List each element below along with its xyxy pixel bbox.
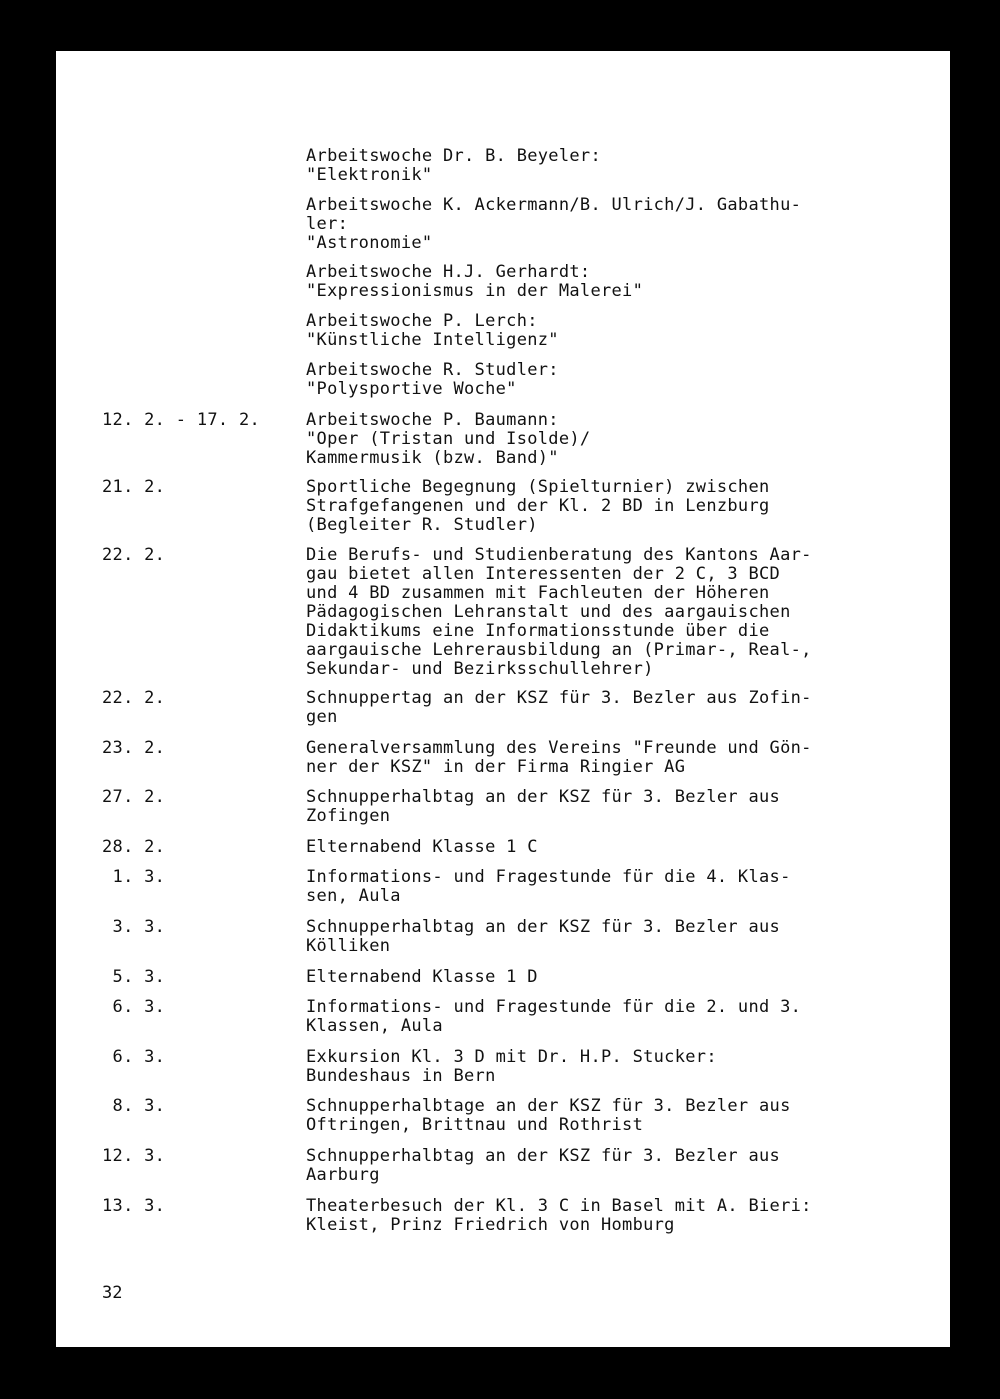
entry-date: 22. 2.	[102, 545, 166, 565]
entry-text: Schnupperhalbtag an der KSZ für 3. Bezler aus Kölliken	[306, 917, 781, 956]
entry-text: Die Berufs- und Studienberatung des Kantons Aar- gau bietet allen Interessenten der 2 C, 3 BCD und 4 BD zusammen mit Fachleuten der Höheren Pädagogischen Lehranstalt und des aargauischen Didaktikums eine Informationsstunde über die aargauische Lehrerausbildung an (Primar-, Real-, Sekundar- und Bezirksschullehrer)	[306, 545, 812, 679]
entry-date: 1. 3.	[102, 867, 166, 887]
entry-text: Schnupperhalbtag an der KSZ für 3. Bezler aus Zofingen	[306, 787, 781, 826]
page-number: 32	[102, 1283, 123, 1303]
entry-text: Arbeitswoche P. Lerch: "Künstliche Intelligenz"	[306, 311, 559, 350]
entry-text: Sportliche Begegnung (Spielturnier) zwischen Strafgefangenen und der Kl. 2 BD in Lenzburg (Begleiter R. Studler)	[306, 477, 770, 535]
entry-date: 12. 2. - 17. 2.	[102, 410, 261, 430]
document-page	[56, 51, 950, 1347]
entry-date: 8. 3.	[102, 1096, 166, 1116]
entry-date: 28. 2.	[102, 837, 166, 857]
entry-text: Arbeitswoche K. Ackermann/B. Ulrich/J. Gabathu- ler: "Astronomie"	[306, 195, 802, 253]
entry-date: 21. 2.	[102, 477, 166, 497]
entry-text: Schnuppertag an der KSZ für 3. Bezler aus Zofin- gen	[306, 688, 812, 727]
entry-text: Elternabend Klasse 1 D	[306, 967, 538, 987]
entry-text: Schnupperhalbtag an der KSZ für 3. Bezler aus Aarburg	[306, 1146, 781, 1185]
entry-text: Schnupperhalbtage an der KSZ für 3. Bezler aus Oftringen, Brittnau und Rothrist	[306, 1096, 791, 1135]
entry-text: Informations- und Fragestunde für die 2. und 3. Klassen, Aula	[306, 997, 802, 1036]
entry-date: 13. 3.	[102, 1196, 166, 1216]
entry-date: 6. 3.	[102, 997, 166, 1017]
entry-date: 22. 2.	[102, 688, 166, 708]
entry-text: Arbeitswoche R. Studler: "Polysportive Woche"	[306, 360, 559, 399]
entry-date: 27. 2.	[102, 787, 166, 807]
entry-text: Theaterbesuch der Kl. 3 C in Basel mit A. Bieri: Kleist, Prinz Friedrich von Homburg	[306, 1196, 812, 1235]
entry-text: Generalversammlung des Vereins "Freunde und Gön- ner der KSZ" in der Firma Ringier AG	[306, 738, 812, 777]
entry-date: 12. 3.	[102, 1146, 166, 1166]
entry-date: 5. 3.	[102, 967, 166, 987]
entry-text: Arbeitswoche Dr. B. Beyeler: "Elektronik"	[306, 146, 601, 185]
entry-text: Arbeitswoche P. Baumann: "Oper (Tristan und Isolde)/ Kammermusik (bzw. Band)"	[306, 410, 591, 468]
entry-text: Exkursion Kl. 3 D mit Dr. H.P. Stucker: Bundeshaus in Bern	[306, 1047, 717, 1086]
entry-date: 23. 2.	[102, 738, 166, 758]
entry-text: Informations- und Fragestunde für die 4. Klas- sen, Aula	[306, 867, 791, 906]
entry-text: Elternabend Klasse 1 C	[306, 837, 538, 857]
entry-text: Arbeitswoche H.J. Gerhardt: "Expressionismus in der Malerei"	[306, 262, 644, 301]
entry-date: 6. 3.	[102, 1047, 166, 1067]
entry-date: 3. 3.	[102, 917, 166, 937]
